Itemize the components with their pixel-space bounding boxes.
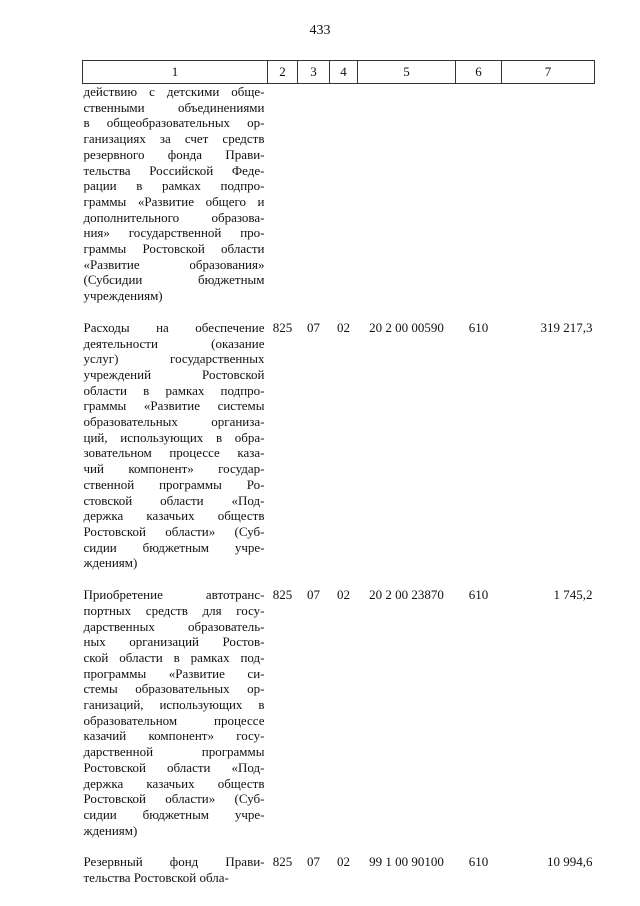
description-line: ганизациях за счет средств: [83, 131, 265, 147]
table-body: [83, 84, 595, 902]
target-article-code: [358, 84, 456, 320]
description-line: «Развитие образования»: [83, 256, 265, 272]
description-line: ганизаций, использующих в: [83, 697, 265, 713]
description-line: услуг) государственных: [83, 351, 265, 367]
description-line: тельства Ростовской обла-: [83, 870, 229, 886]
description-line: Приобретение автотранс-: [83, 587, 265, 603]
ministry-code: 825: [272, 319, 293, 335]
column-header-3: 3: [298, 61, 330, 84]
description-line: действию с детскими обще-: [83, 84, 265, 99]
section-code: 07: [307, 319, 320, 335]
description-line: образовательном процессе: [83, 712, 265, 728]
section-code: [298, 84, 330, 320]
table-row: [83, 854, 595, 901]
description-line: граммы «Развитие общего и: [83, 193, 265, 209]
description-line: Ростовской области «Под-: [83, 759, 265, 775]
expense-type-code: 610: [468, 587, 489, 603]
amount: 319 217,3: [540, 319, 593, 335]
description-line: Расходы на обеспечение: [83, 319, 265, 335]
ministry-code: [268, 84, 298, 320]
amount: [502, 84, 595, 320]
description-line: стемы образовательных ор-: [83, 681, 265, 697]
ministry-code: 825: [272, 854, 293, 870]
column-header-4: 4: [330, 61, 358, 84]
description-line: резервного фонда Прави-: [83, 146, 265, 162]
description-line: дополнительного образова-: [83, 209, 265, 225]
description-line: ственной программы Ро-: [83, 476, 265, 492]
description-line: держка казачьих обществ: [83, 508, 265, 524]
description-line: ждениям): [83, 822, 138, 838]
page-number: 433: [309, 23, 331, 38]
description-line: рации в рамках подпро-: [83, 178, 265, 194]
description-line: ций, использующих в обра-: [83, 429, 265, 445]
description-line: зовательном процессе каза-: [83, 445, 265, 461]
description-line: Резервный фонд Прави-: [83, 854, 265, 870]
description-line: в общеобразовательных ор-: [83, 115, 265, 131]
description-line: дарственных образователь-: [83, 618, 265, 634]
budget-table: [82, 60, 595, 902]
description-line: казачий компонент» госу-: [83, 728, 265, 744]
description-line: области в рамках подпро-: [83, 382, 265, 398]
subsection-code: 02: [337, 854, 350, 870]
description-line: портных средств для госу-: [83, 602, 265, 618]
description-line: ской области в рамках под-: [83, 649, 265, 665]
description-line: ственными объединениями: [83, 99, 265, 115]
row-description: [83, 84, 268, 320]
target-article-code: 99 1 00 90100: [369, 854, 444, 870]
description-line: Ростовской области» (Суб-: [83, 791, 265, 807]
row-description: [83, 854, 268, 901]
description-line: Ростовской области» (Суб-: [83, 523, 265, 539]
row-description: [83, 320, 268, 587]
description-line: ных организаций Ростов-: [83, 634, 265, 650]
description-line: держка казачьих обществ: [83, 775, 265, 791]
row-description: [83, 587, 268, 854]
description-line: учреждениям): [83, 288, 163, 304]
target-article-code: 20 2 00 23870: [369, 587, 444, 603]
table-row: [83, 84, 595, 320]
description-line: стовской области «Под-: [83, 492, 265, 508]
section-code: 07: [307, 854, 320, 870]
description-line: учреждений Ростовской: [83, 366, 265, 382]
column-header-7: 7: [502, 61, 595, 84]
description-line: образовательных организа-: [83, 414, 265, 430]
expense-type-code: 610: [468, 319, 489, 335]
subsection-code: 02: [337, 587, 350, 603]
description-line: программы «Развитие си-: [83, 665, 265, 681]
section-code: 07: [307, 587, 320, 603]
subsection-code: [330, 84, 358, 320]
description-line: (Субсидии бюджетным: [83, 272, 265, 288]
amount: 10 994,6: [547, 854, 593, 870]
table-row: [83, 587, 595, 854]
expense-type-code: 610: [468, 854, 489, 870]
column-header-1: 1: [83, 61, 268, 84]
description-line: чий компонент» государ-: [83, 461, 265, 477]
description-line: граммы Ростовской области: [83, 241, 265, 257]
table-row: [83, 320, 595, 587]
description-line: деятельности (оказание: [83, 335, 265, 351]
description-line: ния» государственной про-: [83, 225, 265, 241]
column-header-6: 6: [456, 61, 502, 84]
subsection-code: 02: [337, 319, 350, 335]
description-line: сидии бюджетным учре-: [83, 806, 265, 822]
target-article-code: 20 2 00 00590: [369, 319, 444, 335]
amount: 1 745,2: [553, 587, 593, 603]
ministry-code: 825: [272, 587, 293, 603]
expense-type-code: [456, 84, 502, 320]
table-header-row: [83, 61, 595, 84]
column-header-2: 2: [268, 61, 298, 84]
description-line: сидии бюджетным учре-: [83, 539, 265, 555]
description-line: граммы «Развитие системы: [83, 398, 265, 414]
description-line: дарственной программы: [83, 744, 265, 760]
description-line: тельства Российской Феде-: [83, 162, 265, 178]
description-line: ждениям): [83, 555, 138, 571]
column-header-5: 5: [358, 61, 456, 84]
